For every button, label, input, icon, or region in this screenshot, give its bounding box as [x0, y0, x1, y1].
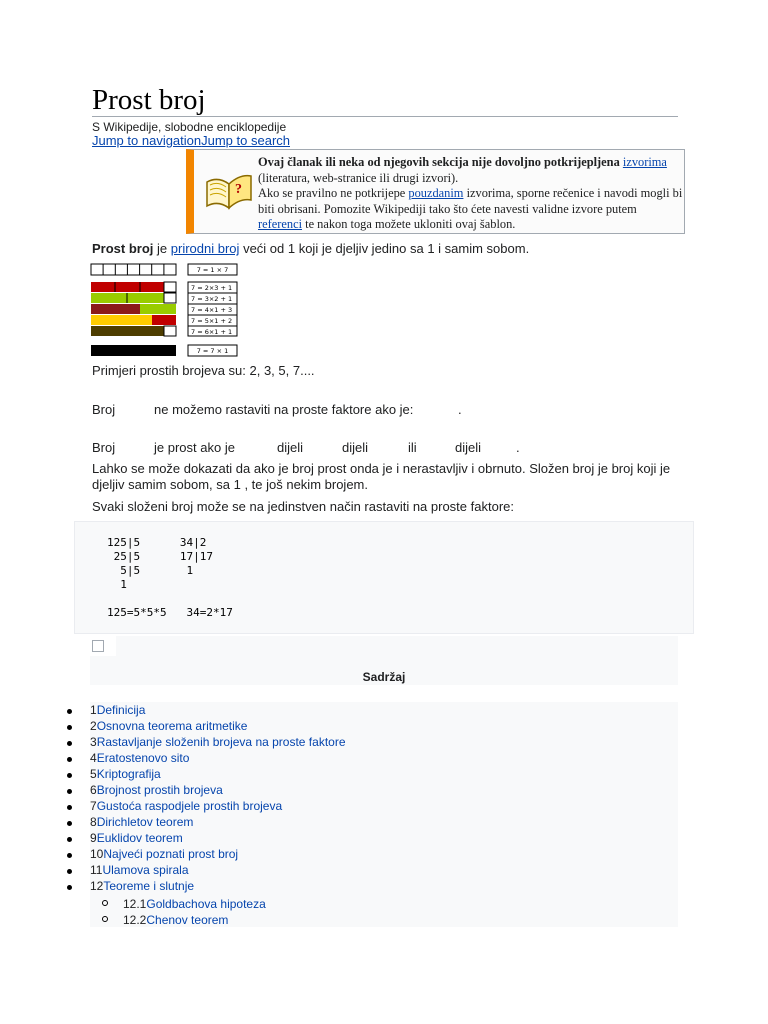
notice-bold-text: Ovaj članak ili neka od njegovih sekcija nije dovoljno potkrijepljena: [258, 155, 620, 169]
bullet-icon: [67, 805, 72, 810]
notice-text-1: (literatura, web-stranice ili drugi izvori).: [258, 170, 459, 185]
circle-bullet-icon: [102, 916, 108, 922]
jump-to-navigation-link[interactable]: Jump to navigation: [92, 133, 202, 148]
reliable-link[interactable]: pouzdanim: [408, 186, 464, 200]
sticks-row-1: [91, 264, 176, 275]
notice-text-3: izvorima, sporne rečenice i navodi mogli bi biti obrisani. Pomozite Wikipediji tako što ćete navesti validne izvore putem: [258, 186, 683, 216]
sticks-label-1: 7 = 1 × 7: [196, 266, 229, 274]
toc-item[interactable]: 1Definicija: [90, 703, 145, 717]
sticks-label-2: 7 = 2×3 + 1: [191, 284, 233, 292]
code-text: 125|5 34|2 25|5 17|17 5|5 1 1 125=5*5*5 34=2*17: [107, 536, 233, 619]
toc-item[interactable]: 4Eratostenovo sito: [90, 751, 189, 765]
line2-word-b: je prost ako je: [154, 440, 235, 455]
bullet-icon: [67, 725, 72, 730]
notice-text-2: Ako se pravilno ne potkrijepe: [258, 186, 406, 200]
code-block: [74, 521, 694, 634]
sticks-label-3: 7 = 3×2 + 1: [191, 295, 233, 303]
notice-text: [258, 155, 683, 233]
svg-text:?: ?: [235, 182, 242, 197]
page-subtitle: S Wikipedije, slobodne enciklopedije: [92, 120, 287, 134]
sources-link[interactable]: izvorima: [622, 155, 667, 169]
bullet-icon: [67, 885, 72, 890]
jump-links: [92, 133, 290, 148]
bullet-icon: [67, 853, 72, 858]
toc-item[interactable]: 10Najveći poznati prost broj: [90, 847, 238, 861]
line2-word-e: ili: [408, 440, 417, 455]
page-title: Prost broj: [92, 84, 206, 116]
notice-box: [186, 149, 685, 234]
bullet-icon: [67, 709, 72, 714]
toc-list: [90, 702, 678, 927]
toc-title: Sadržaj: [362, 670, 406, 684]
toc-item[interactable]: 5Kriptografija: [90, 767, 161, 781]
line1-word-a: Broj: [92, 402, 116, 417]
factor-condition-line: [92, 402, 592, 418]
toc-header: [90, 636, 678, 685]
examples-text: Primjeri prostih brojeva su: 2, 3, 5, 7....: [92, 363, 315, 378]
sticks-label-6: 7 = 6×1 + 1: [191, 328, 233, 336]
sticks-label-5: 7 = 5×1 + 2: [191, 317, 233, 325]
intro-pre: je: [157, 241, 168, 256]
jump-to-search-link[interactable]: Jump to search: [201, 133, 290, 148]
sticks-label-7: 7 = 7 × 1: [196, 347, 229, 355]
line2-word-c: dijeli: [277, 440, 304, 455]
bullet-icon: [67, 773, 72, 778]
line2-word-a: Broj: [92, 440, 116, 455]
toc-item[interactable]: 7Gustoća raspodjele prostih brojeva: [90, 799, 282, 813]
book-question-icon: [204, 168, 254, 212]
bullet-icon: [67, 837, 72, 842]
title-divider: [92, 116, 678, 117]
prime-sticks-figure: [90, 262, 240, 358]
intro-paragraph: [92, 241, 529, 256]
references-link[interactable]: referenci: [258, 217, 303, 231]
toc-item[interactable]: 6Brojnost prostih brojeva: [90, 783, 223, 797]
paragraph-1: Lahko se može dokazati da ako je broj prost onda je i nerastavljiv i obrnuto. Složen broj je broj koji je djeljiv samim sobom, sa 1 , te još nekim brojem.: [92, 461, 671, 492]
toc-item[interactable]: 11Ulamova spirala: [90, 863, 189, 877]
natural-number-link[interactable]: prirodni broj: [170, 241, 240, 256]
intro-rest: veći od 1 koji je djeljiv jedino sa 1 i samim sobom.: [243, 241, 530, 256]
paragraph-2: Svaki složeni broj može se na jedinstven način rastaviti na proste faktore:: [92, 499, 514, 514]
bullet-icon: [67, 789, 72, 794]
prime-condition-line: [92, 440, 592, 456]
line2-word-g: .: [516, 440, 520, 455]
notice-text-4: te nakon toga možete ukloniti ovaj šablon.: [305, 217, 516, 231]
bullet-icon: [67, 821, 72, 826]
line1-word-c: .: [458, 402, 462, 417]
line2-word-d: dijeli: [342, 440, 369, 455]
sticks-label-4: 7 = 4×1 + 3: [191, 306, 233, 314]
toc-subitem[interactable]: 12.2Chenov teorem: [90, 913, 228, 927]
circle-bullet-icon: [102, 900, 108, 906]
toc-item[interactable]: 8Dirichletov teorem: [90, 815, 193, 829]
bullet-icon: [67, 869, 72, 874]
intro-bold: Prost broj: [92, 241, 154, 256]
toc-subitem[interactable]: 12.1Goldbachova hipoteza: [90, 897, 266, 911]
line1-word-b: ne možemo rastaviti na proste faktore ako je:: [154, 402, 414, 417]
toc-item[interactable]: 3Rastavljanje složenih brojeva na proste faktore: [90, 735, 346, 749]
line2-word-f: dijeli: [455, 440, 482, 455]
bullet-icon: [67, 741, 72, 746]
toc-toggle-checkbox[interactable]: [92, 640, 104, 652]
toc-item[interactable]: 2Osnovna teorema aritmetike: [90, 719, 247, 733]
bullet-icon: [67, 757, 72, 762]
toc-item[interactable]: 9Euklidov teorem: [90, 831, 183, 845]
toc-item[interactable]: 12Teoreme i slutnje: [90, 879, 194, 893]
